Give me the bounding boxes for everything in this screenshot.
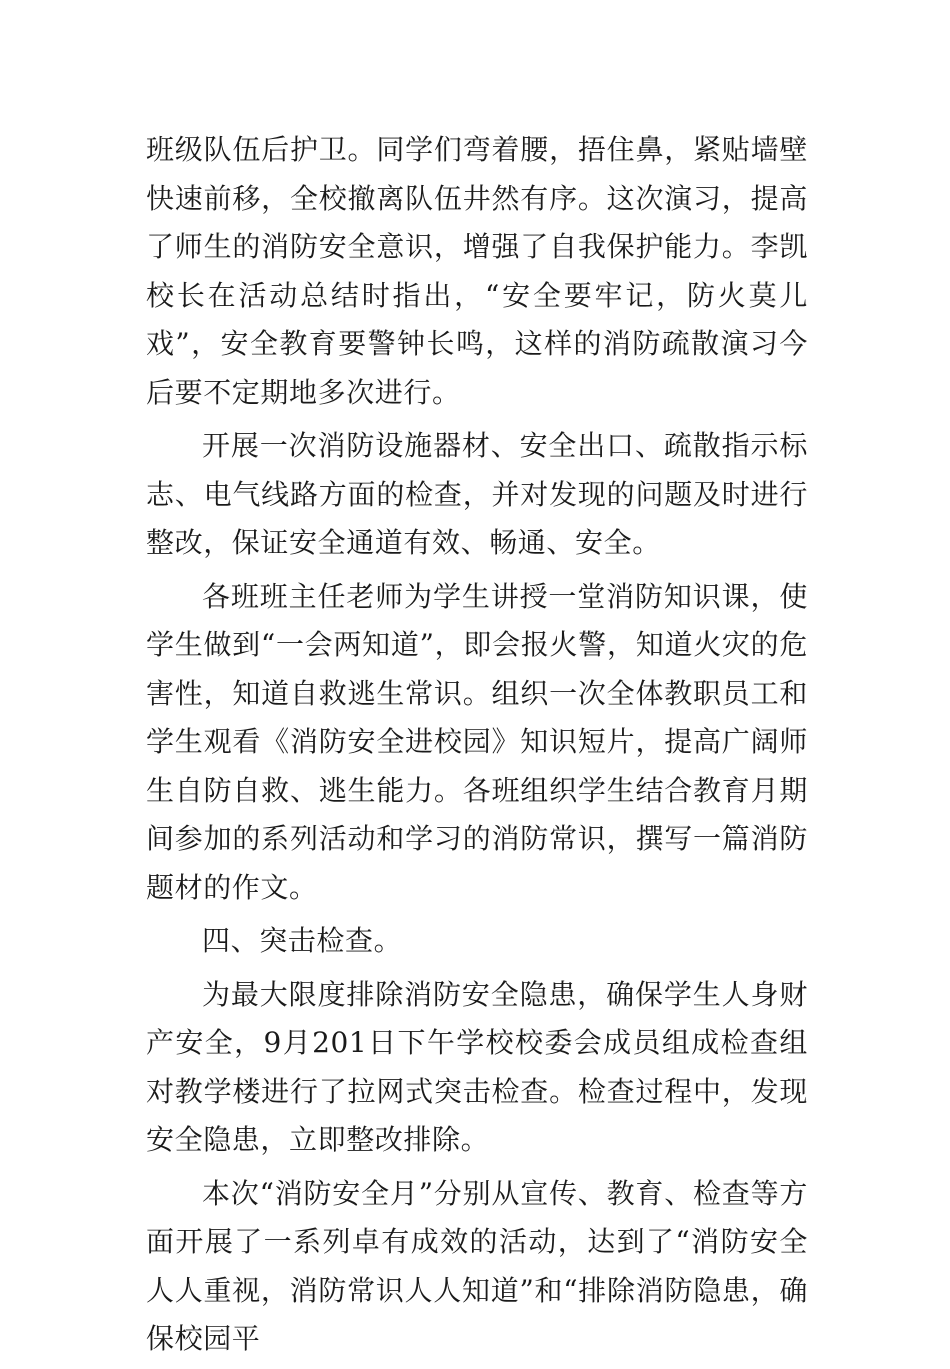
paragraph-facility-inspection: 开展一次消防设施器材、安全出口、疏散指示标志、电气线路方面的检查，并对发现的问题及时进行整改，保证安全通道有效、畅通、安全。 bbox=[146, 429, 808, 559]
paragraph-campaign-conclusion: 本次“消防安全月”分别从宣传、教育、检查等方面开展了一系列卓有成效的活动，达到了“消防安全人人重视，消防常识人人知道”和“排除消防隐患，确保校园平 bbox=[146, 1176, 808, 1355]
section-heading-surprise-inspection: 四、突击检查。 bbox=[202, 924, 403, 957]
paragraph-drill-summary: 班级队伍后护卫。同学们弯着腰，捂住鼻，紧贴墙壁快速前移，全校撤离队伍井然有序。这次演习，提高了师生的消防安全意识，增强了自我保护能力。李凯校长在活动总结时指出，“安全要牢记，防火莫儿戏”，安全教育要警钟长鸣，这样的消防疏散演习今后要不定期地多次进行。 bbox=[146, 133, 808, 409]
paragraph-fire-knowledge-class: 各班班主任老师为学生讲授一堂消防知识课，使学生做到“一会两知道”，即会报火警，知道火灾的危害性，知道自救逃生常识。组织一次全体教职员工和学生观看《消防安全进校园》知识短片，提高广阔师生自防自救、逃生能力。各班组织学生结合教育月期间参加的系列活动和学习的消防常识，撰写一篇消防题材的作文。 bbox=[146, 579, 808, 904]
document-body bbox=[146, 126, 808, 1369]
paragraph-inspection-details: 为最大限度排除消防安全隐患，确保学生人身财产安全，9月201日下午学校校委会成员组成检查组对教学楼进行了拉网式突击检查。检查过程中，发现安全隐患，立即整改排除。 bbox=[146, 977, 808, 1156]
